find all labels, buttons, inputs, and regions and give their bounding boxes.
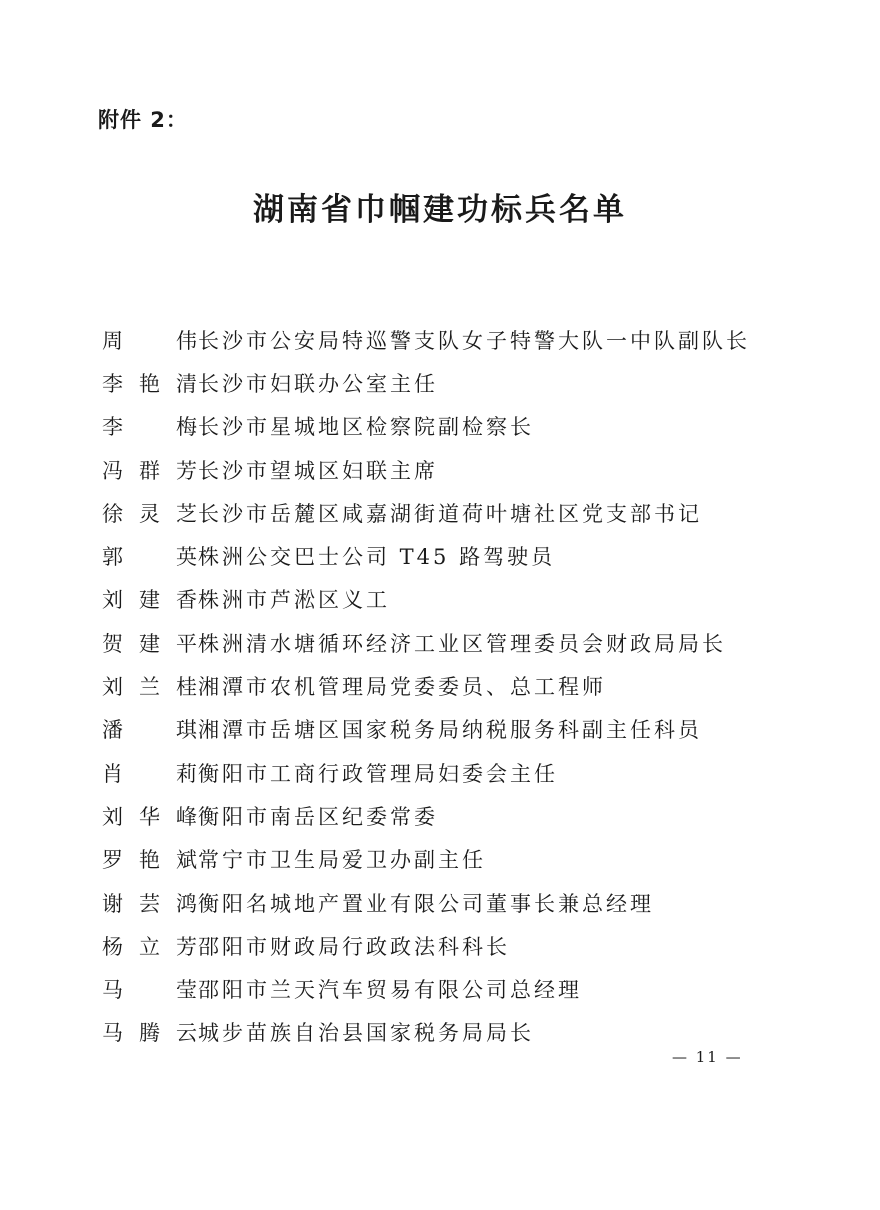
person-position: 株洲市芦淞区义工 [198, 588, 390, 613]
person-name: 杨立芳 [102, 934, 198, 959]
person-name: 刘华峰 [102, 804, 198, 829]
list-item [102, 794, 750, 837]
person-position: 株洲清水塘循环经济工业区管理委员会财政局局长 [198, 631, 726, 656]
list-item [102, 751, 750, 794]
list-item [102, 405, 750, 448]
document-title: 湖南省巾帼建功标兵名单 [253, 192, 627, 228]
page-number: — 11 — [672, 1048, 743, 1066]
person-name: 周伟 [102, 328, 198, 353]
person-name: 谢芸鸿 [102, 891, 198, 916]
person-position: 长沙市岳麓区咸嘉湖街道荷叶塘社区党支部书记 [198, 501, 702, 526]
list-item [102, 361, 750, 404]
person-position: 湘潭市岳塘区国家税务局纳税服务科副主任科员 [198, 718, 702, 743]
person-name: 冯群芳 [102, 458, 198, 483]
person-name: 郭英 [102, 545, 198, 570]
list-item [102, 534, 750, 577]
list-item [102, 578, 750, 621]
person-position: 城步苗族自治县国家税务局局长 [198, 1021, 534, 1046]
list-item [102, 967, 750, 1010]
person-name: 贺建平 [102, 631, 198, 656]
person-position: 邵阳市兰天汽车贸易有限公司总经理 [198, 978, 582, 1003]
person-position: 长沙市望城区妇联主席 [198, 458, 438, 483]
person-name: 马腾云 [102, 1021, 198, 1046]
person-name: 李梅 [102, 415, 198, 440]
person-position: 常宁市卫生局爱卫办副主任 [198, 848, 486, 873]
list-item [102, 664, 750, 707]
person-position: 衡阳市工商行政管理局妇委会主任 [198, 761, 558, 786]
list-item [102, 491, 750, 534]
person-position: 湘潭市农机管理局党委委员、总工程师 [198, 675, 606, 700]
person-name: 马莹 [102, 978, 198, 1003]
person-position: 长沙市星城地区检察院副检察长 [198, 415, 534, 440]
list-item [102, 1011, 750, 1054]
list-item [102, 448, 750, 491]
person-name: 罗艳斌 [102, 848, 198, 873]
list-item [102, 838, 750, 881]
list-item [102, 318, 750, 361]
list-item [102, 881, 750, 924]
list-item [102, 708, 750, 751]
person-position: 邵阳市财政局行政政法科科长 [198, 934, 510, 959]
person-name: 肖莉 [102, 761, 198, 786]
person-name: 潘琪 [102, 718, 198, 743]
person-name: 徐灵芝 [102, 501, 198, 526]
list-item [102, 924, 750, 967]
honoree-list [102, 318, 750, 1054]
person-position: 株洲公交巴士公司 T45 路驾驶员 [198, 545, 556, 570]
list-item [102, 621, 750, 664]
person-name: 刘建香 [102, 588, 198, 613]
person-position: 长沙市妇联办公室主任 [198, 371, 438, 396]
person-position: 衡阳市南岳区纪委常委 [198, 804, 438, 829]
person-name: 刘兰桂 [102, 675, 198, 700]
person-position: 衡阳名城地产置业有限公司董事长兼总经理 [198, 891, 654, 916]
person-name: 李艳清 [102, 371, 198, 396]
person-position: 长沙市公安局特巡警支队女子特警大队一中队副队长 [198, 328, 750, 353]
attachment-label: 附件 2： [98, 108, 188, 132]
